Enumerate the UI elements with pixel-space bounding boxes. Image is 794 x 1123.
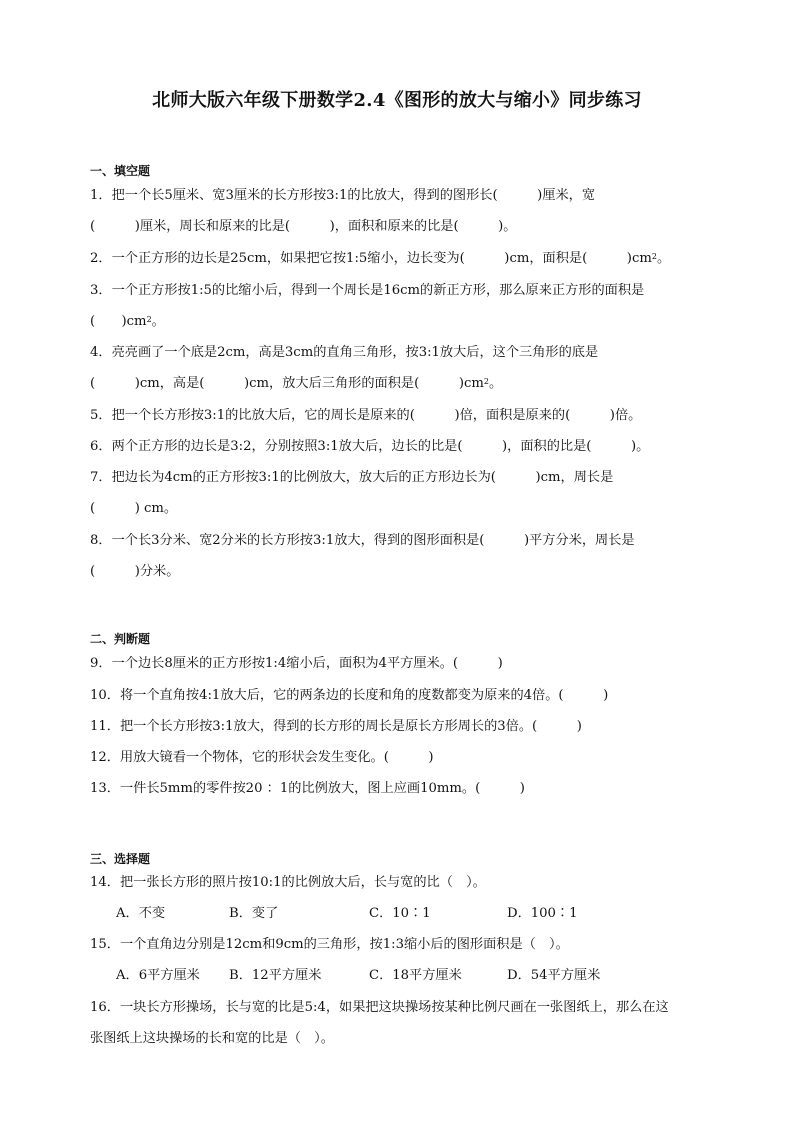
question-1-line-2: ( )厘米，周长和原来的比是( )，面积和原来的比是( )。 [90,219,517,234]
page-title: 北师大版六年级下册数学2.4《图形的放大与缩小》同步练习 [152,90,642,111]
option-a: A．不变 [116,906,166,921]
option-b: B．变了 [229,906,279,921]
period: 。 [656,251,671,266]
question-4-line-2 [90,375,710,393]
section-judge-heading: 二、判断题 [90,632,151,646]
option-d: D．54平方厘米 [507,968,601,983]
question-15: 15．一个直角边分别是12cm和9cm的三角形，按1:3缩小后的图形面积是（ ）。 [90,937,569,952]
section-fill-heading: 一、填空题 [90,164,151,178]
question-4-line-1: 4．亮亮画了一个底是2cm，高是3cm的直角三角形，按3:1放大后，这个三角形的底是 [90,345,599,360]
question-7-line-1: 7．把边长为4cm的正方形按3:1的比例放大，放大后的正方形边长为( )cm，周长是 [90,470,614,485]
square-superscript: 2 [146,315,152,324]
question-3-text: ( )cm [90,314,147,329]
question-16-line-2: 张图纸上这块操场的长和宽的比是（ ）。 [90,1031,334,1046]
question-6: 6．两个正方形的边长是3:2，分别按照3:1放大后，边长的比是( )，面积的比是( )。 [90,439,650,454]
question-1-line-1: 1．把一个长5厘米、宽3厘米的长方形按3:1的比放大，得到的图形长( )厘米，宽 [90,188,596,203]
question-10: 10．将一个直角按4:1放大后，它的两条边的长度和角的度数都变为原来的4倍。( ) [90,688,609,703]
question-5: 5．把一个长方形按3:1的比放大后，它的周长是原来的( )倍，面积是原来的( )倍。 [90,408,642,423]
question-11: 11．把一个长方形按3:1放大，得到的长方形的周长是原长方形周长的3倍。( ) [90,719,582,734]
question-16-line-1: 16．一块长方形操场，长与宽的比是5:4，如果把这块操场按某种比例尺画在一张图纸上，那么在这 [90,1000,669,1015]
question-8-line-1: 8．一个长3分米、宽2分米的长方形按3:1放大，得到的图形面积是( )平方分米，周长是 [90,533,635,548]
question-2-text: 2．一个正方形的边长是25cm，如果把它按1:5缩小，边长变为( )cm，面积是( )cm [90,251,652,266]
question-2 [90,250,710,268]
question-4-text: ( )cm，高是( )cm，放大后三角形的面积是( )cm [90,376,484,391]
question-12: 12．用放大镜看一个物体，它的形状会发生变化。( ) [90,750,434,765]
section-choice-heading: 三、选择题 [90,852,151,866]
period: 。 [488,376,503,391]
question-3-line-1: 3．一个正方形按1:5的比缩小后，得到一个周长是16cm的新正方形，那么原来正方形的面积是 [90,283,645,298]
question-9: 9．一个边长8厘米的正方形按1:4缩小后，面积为4平方厘米。( ) [90,656,503,671]
question-3-line-2 [90,313,710,331]
option-a: A．6平方厘米 [116,968,200,983]
period: 。 [151,314,165,329]
option-b: B．12平方厘米 [229,968,322,983]
question-14: 14．把一张长方形的照片按10:1的比例放大后，长与宽的比（ ）。 [90,875,486,890]
option-d: D．100∶1 [507,906,578,921]
square-superscript: 2 [483,377,489,386]
question-7-line-2: ( ) cm。 [90,501,178,516]
option-c: C．10∶1 [369,906,431,921]
square-superscript: 2 [651,252,657,261]
option-c: C．18平方厘米 [369,968,462,983]
question-8-line-2: ( )分米。 [90,564,180,579]
question-13: 13．一件长5mm的零件按20 ：1的比例放大，图上应画10mm。( ) [90,781,525,796]
